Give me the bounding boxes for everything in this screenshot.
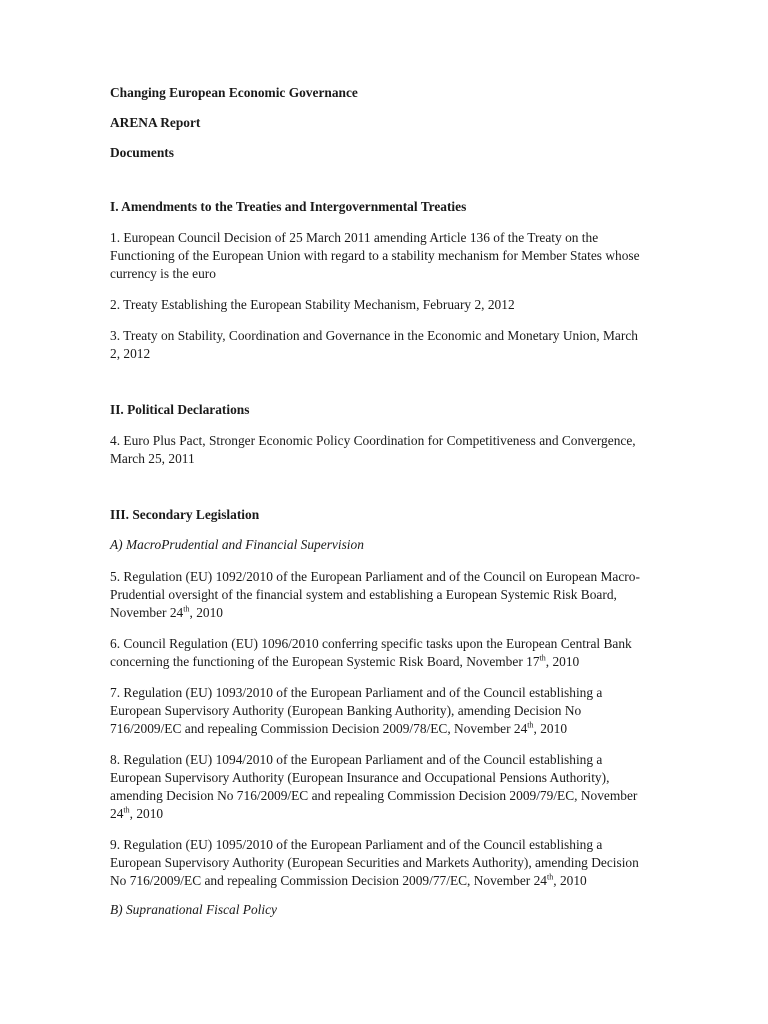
document-title: Changing European Economic Governance <box>110 85 358 100</box>
list-item-9-superscript: th <box>547 872 554 882</box>
subheading-macroprudential: A) MacroPrudential and Financial Supervision <box>110 537 364 552</box>
documents-label: Documents <box>110 145 174 160</box>
list-item-8-text: 8. Regulation (EU) 1094/2010 of the European Parliament and of the Council establishing a European Supervisory Authority (European Insurance and Occupational Pensions Authority), amending Decision No 716/2009/EC and repealing Commission Decision 2009/79/EC, November 24 <box>110 752 638 821</box>
document-body <box>110 84 645 919</box>
list-item-7-year: , 2010 <box>533 721 568 736</box>
list-item-5 <box>110 568 645 622</box>
section-heading-political-declarations: II. Political Declarations <box>110 402 250 417</box>
section-heading-secondary-legislation: III. Secondary Legislation <box>110 507 260 522</box>
list-item-6-text: 6. Council Regulation (EU) 1096/2010 conferring specific tasks upon the European Central Bank concerning the functioning of the European Systemic Risk Board, November 17 <box>110 636 632 669</box>
list-item-7 <box>110 684 645 738</box>
list-item-6-year: , 2010 <box>545 654 580 669</box>
list-item-4: 4. Euro Plus Pact, Stronger Economic Policy Coordination for Competitiveness and Convergence, March 25, 2011 <box>110 433 636 466</box>
list-item-7-text: 7. Regulation (EU) 1093/2010 of the European Parliament and of the Council establishing a European Supervisory Authority (European Banking Authority), amending Decision No 716/2009/EC and repealing Commission Decision 2009/78/EC, November 24 <box>110 685 603 736</box>
list-item-5-superscript: th <box>183 604 190 614</box>
list-item-8 <box>110 751 645 823</box>
list-item-9-year: , 2010 <box>553 873 587 888</box>
list-item-1: 1. European Council Decision of 25 March 2011 amending Article 136 of the Treaty on the Functioning of the European Union with regard to a stability mechanism for Member States whose currency is the euro <box>110 230 640 281</box>
list-item-5-text: 5. Regulation (EU) 1092/2010 of the European Parliament and of the Council on European Macro-Prudential oversight of the financial system and establishing a European Systemic Risk Board, November 24 <box>110 569 640 620</box>
list-item-8-year: , 2010 <box>129 806 164 821</box>
list-item-2: 2. Treaty Establishing the European Stability Mechanism, February 2, 2012 <box>110 297 515 312</box>
list-item-7-superscript: th <box>527 720 534 730</box>
subheading-supranational-fiscal-policy: B) Supranational Fiscal Policy <box>110 902 277 917</box>
list-item-8-superscript: th <box>123 805 130 815</box>
list-item-9-text: 9. Regulation (EU) 1095/2010 of the European Parliament and of the Council establishing a European Supervisory Authority (European Securities and Markets Authority), amending Decision No 716/2009/EC and repealing Commission Decision 2009/77/EC, November 24 <box>110 837 639 888</box>
list-item-3: 3. Treaty on Stability, Coordination and Governance in the Economic and Monetary Union, March 2, 2012 <box>110 328 638 361</box>
list-item-5-year: , 2010 <box>189 605 223 620</box>
report-label: ARENA Report <box>110 115 201 130</box>
section-heading-amendments: I. Amendments to the Treaties and Intergovernmental Treaties <box>110 199 467 214</box>
list-item-6-superscript: th <box>539 653 546 663</box>
list-item-9 <box>110 836 645 890</box>
list-item-6 <box>110 635 645 671</box>
